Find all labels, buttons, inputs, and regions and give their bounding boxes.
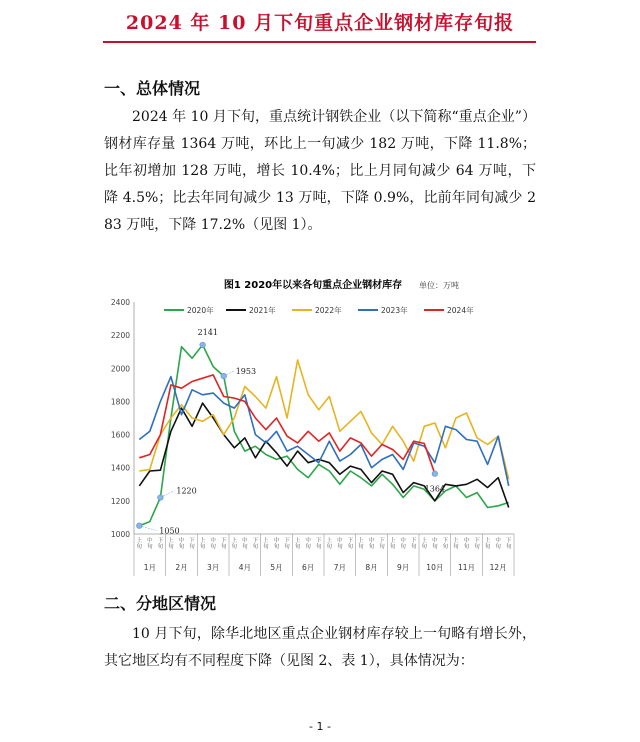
x-tick-label: 上旬 [294, 538, 301, 550]
x-tick-label: 中旬 [305, 538, 311, 550]
x-tick-label: 中旬 [337, 538, 343, 550]
x-tick-label: 上旬 [231, 538, 238, 550]
chart-title: 图1 2020年以来各旬重点企业钢材库存 [223, 280, 403, 291]
x-tick-label: 中旬 [147, 538, 153, 550]
chart-unit: 单位：万吨 [419, 281, 459, 290]
x-tick-label: 下旬 [284, 538, 290, 550]
title-divider [103, 41, 536, 43]
annotation-label: 1050 [159, 526, 180, 536]
page-number: - 1 - [309, 720, 331, 733]
x-tick-label: 下旬 [157, 538, 164, 550]
x-tick-label: 上旬 [484, 538, 491, 550]
x-tick-label: 上旬 [421, 538, 428, 550]
month-label: 6月 [302, 563, 315, 572]
x-tick-label: 中旬 [210, 538, 216, 550]
month-label: 10月 [426, 563, 444, 572]
annotation-label: 2141 [197, 327, 218, 337]
paragraph-regional: 10 月下旬，除华北地区重点企业钢材库存较上一旬略有增长外，其它地区均有不同程度下降（见图 2、表 1），具体情况为： [104, 626, 536, 669]
month-label: 1月 [143, 563, 156, 572]
month-label: 3月 [207, 563, 220, 572]
section-heading-regional: 二、分地区情况 [104, 594, 217, 613]
series-line [139, 375, 435, 474]
legend-label: 2020年 [187, 306, 214, 315]
month-label: 8月 [365, 563, 378, 572]
x-tick-label: 下旬 [189, 538, 195, 550]
x-tick-label: 中旬 [368, 538, 375, 550]
x-tick-label: 上旬 [199, 538, 206, 550]
chart-svg [104, 272, 522, 578]
month-label: 4月 [238, 563, 251, 572]
annotation-marker [221, 373, 227, 379]
y-tick-label: 1600 [110, 430, 130, 440]
inventory-line-chart [104, 272, 522, 578]
x-tick-label: 中旬 [432, 538, 438, 550]
y-tick-label: 1200 [110, 496, 130, 506]
section-heading-overall: 一、总体情况 [104, 79, 201, 98]
x-tick-label: 下旬 [505, 538, 512, 550]
annotation-marker [432, 471, 438, 477]
x-tick-label: 上旬 [453, 538, 459, 550]
series-line [139, 345, 508, 526]
legend-label: 2022年 [315, 306, 342, 315]
month-label: 5月 [270, 563, 283, 572]
series-line [139, 377, 508, 486]
x-tick-label: 上旬 [358, 538, 364, 550]
x-tick-label: 下旬 [410, 538, 417, 550]
x-tick-label: 下旬 [220, 538, 227, 550]
x-tick-label: 下旬 [252, 538, 259, 550]
y-tick-label: 2200 [110, 331, 130, 341]
annotation-marker [136, 523, 142, 529]
x-tick-label: 上旬 [168, 538, 174, 550]
legend-label: 2021年 [249, 306, 276, 315]
x-tick-label: 中旬 [242, 538, 248, 550]
x-tick-label: 上旬 [263, 538, 269, 550]
x-tick-label: 下旬 [315, 538, 322, 550]
month-label: 7月 [333, 563, 346, 572]
x-tick-label: 中旬 [495, 538, 501, 550]
annotation-marker [200, 342, 206, 348]
y-tick-label: 1400 [110, 463, 130, 473]
x-tick-label: 上旬 [136, 538, 143, 550]
legend-label: 2024年 [447, 306, 474, 315]
y-tick-label: 2400 [110, 298, 130, 307]
month-label: 9月 [397, 563, 410, 572]
paragraph-overall: 2024 年 10 月下旬，重点统计钢铁企业（以下简称“重点企业”）钢材库存量 1364 万吨，环比上一旬减少 182 万吨，下降 11.8%；比年初增加 128 万吨，增长 10.4%；比上月同旬减少 64 万吨，下降 4.5%；比去年同旬减少 13 万吨，下降 0.9%，比前年同旬减少 283 万吨，下降 17.2%（见图 1）。 [104, 109, 536, 233]
x-tick-label: 下旬 [442, 538, 449, 550]
x-tick-label: 下旬 [347, 538, 354, 550]
annotation-label: 1220 [176, 486, 197, 496]
x-tick-label: 下旬 [474, 538, 480, 550]
month-label: 2月 [175, 563, 188, 572]
x-tick-label: 下旬 [379, 538, 385, 550]
x-tick-label: 中旬 [273, 538, 280, 550]
y-tick-label: 1000 [110, 530, 130, 539]
month-label: 12月 [489, 563, 507, 572]
x-tick-label: 中旬 [400, 538, 406, 550]
x-tick-label: 上旬 [389, 538, 396, 550]
month-label: 11月 [457, 563, 476, 572]
y-tick-label: 2000 [110, 364, 130, 374]
annotation-label: 1953 [235, 367, 257, 377]
x-tick-label: 中旬 [178, 538, 185, 550]
x-tick-label: 中旬 [463, 538, 470, 550]
document-title: 2024 年 10 月下旬重点企业钢材库存旬报 [125, 12, 515, 34]
legend-label: 2023年 [381, 306, 408, 315]
y-tick-label: 1800 [110, 397, 130, 407]
annotation-label: 1364 [424, 484, 446, 494]
x-tick-label: 上旬 [326, 538, 333, 550]
